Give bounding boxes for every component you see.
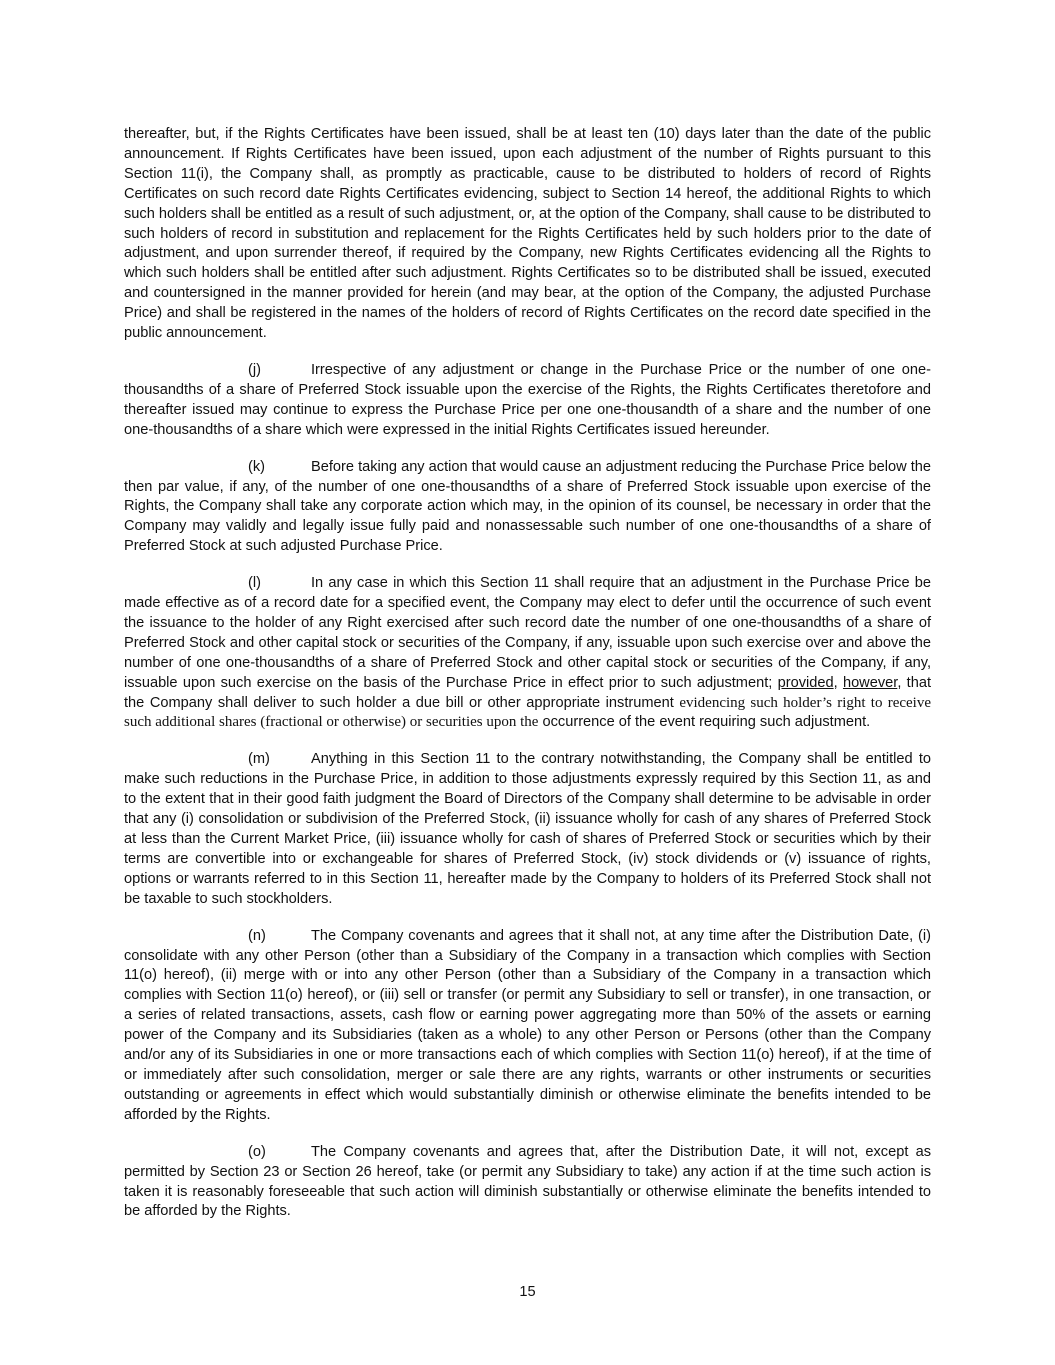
paragraph-l-text-serif: evidencing such holder’s right to receive such additional shares (fractional or otherwise) or securities upon the xyxy=(124,694,931,731)
paragraph-n-label: (n) xyxy=(248,927,266,944)
paragraph-k xyxy=(124,458,931,558)
paragraph-l-text-after: occurrence of the event requiring such adjustment. xyxy=(538,714,871,731)
page-number: 15 xyxy=(519,1284,536,1300)
paragraph-m-label: (m) xyxy=(248,751,270,768)
document-body xyxy=(124,125,931,1239)
paragraph-l-label: (l) xyxy=(248,575,261,592)
paragraph-j-label: (j) xyxy=(248,361,261,378)
paragraph-l-text-before: In any case in which this Section 11 shall require that an adjustment in the Purchase Price be made effective as of a record date for a specified event, the Company may elect to defer until the occurrence of such event the issuance to the holder of any Right exercised after such record date the number of one one-thousandths of a share of Preferred Stock and other capital stock or securities of the Company, if any, issuable upon such exercise over and above the number of one one-thousandths of a share of Preferred Stock and other capital stock or securities of the Company, if any, issuable upon such exercise on the basis of the Purchase Price in effect prior to such adjustment; xyxy=(124,575,931,691)
paragraph-k-label: (k) xyxy=(248,458,266,475)
paragraph-n-text: The Company covenants and agrees that it shall not, at any time after the Distribution Date, (i) consolidate with any other Person (other than a Subsidiary of the Company in a transaction which complies with Section 11(o) hereof), (ii) merge with or into any other Person (other than a Subsidiary of the Company in a transaction which complies with Section 11(o) hereof), or (iii) sell or transfer (or permit any Subsidiary to sell or transfer), in one transaction, or a series of related transactions, assets, cash flow or earning power aggregating more than 50% of the assets or earning power of the Company and its Subsidiaries (taken as a whole) to any other Person or Persons (other than the Company and/or any of its Subsidiaries in one or more transactions each of which complies with Section 11(o) hereof), if at the time of or immediately after such consolidation, merger or sale there are any rights, warrants or other instruments or securities outstanding or agreements in effect which would substantially diminish or otherwise eliminate the benefits intended to be afforded by the Rights. xyxy=(124,927,931,1123)
paragraph-j-text: Irrespective of any adjustment or change in the Purchase Price or the number of one one-thousandths of a share of Preferred Stock issuable upon the exercise of the Rights, the Rights Certificates theretofore and thereafter issued may continue to express the Purchase Price per one one-thousandth of a share and the number of one one-thousandths of a share which were expressed in the initial Rights Certificates issued hereunder. xyxy=(124,361,931,438)
provided-term: provided xyxy=(777,674,834,691)
paragraph-l xyxy=(124,574,931,733)
however-term: however xyxy=(842,674,898,691)
paragraph-o xyxy=(124,1143,931,1223)
paragraph-l-text-middle: , that the Company shall deliver to such holder a due bill or other appropriate instrument xyxy=(124,674,932,711)
paragraph-o-label: (o) xyxy=(248,1143,266,1160)
paragraph-intro-text: thereafter, but, if the Rights Certificates have been issued, shall be at least ten (10) days later than the date of the public announcement. If Rights Certificates have been issued, upon each adjustment of the number of Rights pursuant to this Section 11(i), the Company shall, as promptly as practicable, cause to be distributed to holders of record of Rights Certificates on such record date Rights Certificates evidencing, subject to Section 14 hereof, the additional Rights to which such holders shall be entitled as a result of such adjustment, or, at the option of the Company, shall cause to be distributed to such holders of record in substitution and replacement for the Rights Certificates held by such holders prior to the date of adjustment, and upon surrender thereof, if required by the Company, new Rights Certificates evidencing all the Rights to which such holders shall be entitled after such adjustment. Rights Certificates so to be distributed shall be issued, executed and countersigned in the manner provided for herein (and may bear, at the option of the Company, the adjusted Purchase Price) and shall be registered in the names of the holders of record of Rights Certificates on the record date specified in the public announcement. xyxy=(124,126,931,342)
paragraph-m xyxy=(124,750,931,909)
paragraph-n xyxy=(124,927,931,1126)
paragraph-m-text: Anything in this Section 11 to the contrary notwithstanding, the Company shall be entitled to make such reductions in the Purchase Price, in addition to those adjustments expressly required by this Section 11, as and to the extent that in their good faith judgment the Board of Directors of the Company shall determine to be advisable in order that any (i) consolidation or subdivision of the Preferred Stock, (ii) issuance wholly for cash of any shares of Preferred Stock at less than the Current Market Price, (iii) issuance wholly for cash of shares of Preferred Stock or securities which by their terms are convertible into or exchangeable for shares of Preferred Stock, (iv) stock dividends or (v) issuance of rights, options or warrants referred to in this Section 11, hereafter made by the Company to holders of its Preferred Stock shall not be taxable to such stockholders. xyxy=(124,751,931,907)
paragraph-intro xyxy=(124,125,931,344)
paragraph-o-text: The Company covenants and agrees that, after the Distribution Date, it will not, except as permitted by Section 23 or Section 26 hereof, take (or permit any Subsidiary to take) any action if at the time such action is taken it is reasonably foreseeable that such action will diminish substantially or otherwise eliminate the benefits intended to be afforded by the Rights. xyxy=(124,1143,931,1220)
paragraph-j xyxy=(124,361,931,441)
paragraph-k-text: Before taking any action that would cause an adjustment reducing the Purchase Price below the then par value, if any, of the number of one one-thousandths of a share of Preferred Stock issuable upon exercise of the Rights, the Company shall take any corporate action which may, in the opinion of its counsel, be necessary in order that the Company may validly and legally issue fully paid and nonassessable such number of one one-thousandths of a share of Preferred Stock at such adjusted Purchase Price. xyxy=(124,458,931,555)
paragraph-l-comma: , xyxy=(833,674,843,691)
